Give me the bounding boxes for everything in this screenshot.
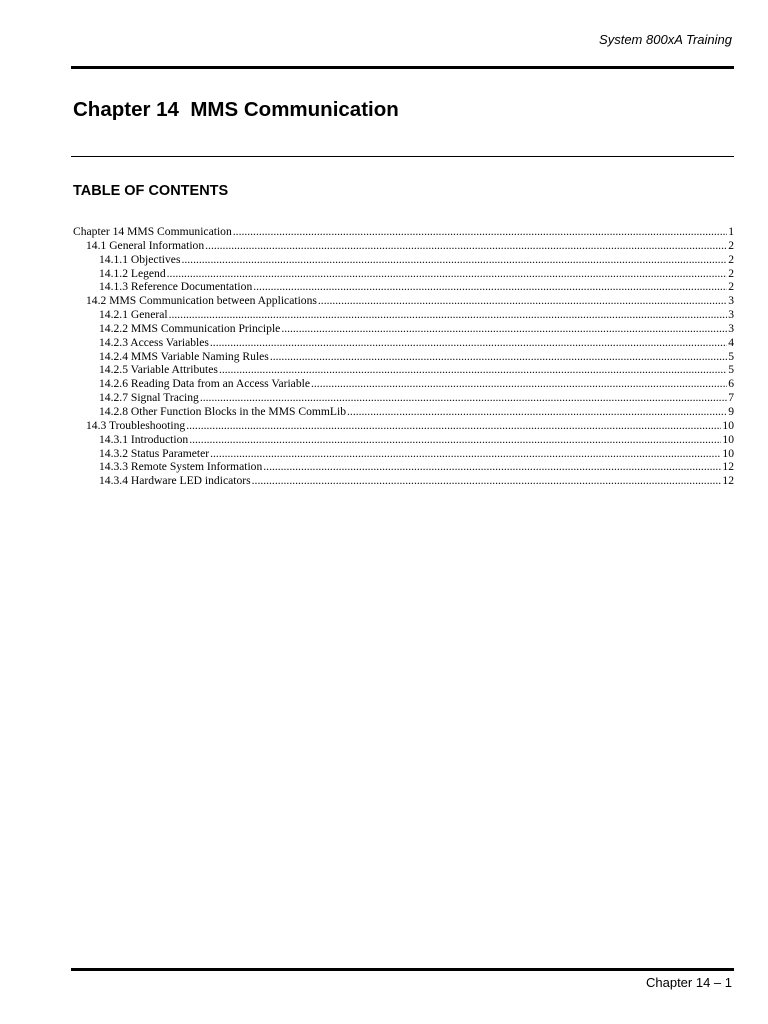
toc-dot-leader — [200, 391, 727, 405]
toc-entry[interactable] — [73, 377, 734, 391]
toc-dot-leader — [252, 474, 722, 488]
toc-entry-title: 14.3.4 Hardware LED indicators — [99, 474, 251, 488]
toc-dot-leader — [169, 308, 728, 322]
toc-page-number: 7 — [728, 391, 734, 405]
toc-page-number: 9 — [728, 404, 734, 418]
toc-entry[interactable] — [73, 239, 734, 253]
toc-entry-title: Chapter 14 MMS Communication — [73, 225, 232, 238]
toc-dot-leader — [186, 419, 721, 433]
toc-entry[interactable] — [73, 391, 734, 405]
toc-dot-leader — [167, 267, 728, 281]
toc-dot-leader — [189, 433, 721, 447]
toc-page-number: 10 — [722, 418, 734, 432]
toc-page-number: 2 — [728, 252, 734, 266]
toc-entry[interactable] — [73, 433, 734, 447]
toc-page-number: 3 — [728, 321, 734, 335]
toc-entry[interactable] — [73, 322, 734, 336]
toc-entry[interactable] — [73, 225, 734, 239]
toc-dot-leader — [347, 405, 727, 419]
toc-entry-title: 14.3 Troubleshooting — [86, 418, 186, 432]
toc-entry-title: 14.3.2 Status Parameter — [99, 446, 210, 460]
toc-dot-leader — [219, 363, 727, 377]
toc-dot-leader — [318, 294, 727, 308]
toc-entry-title: 14.2.4 MMS Variable Naming Rules — [99, 349, 269, 363]
toc-page-number: 3 — [728, 294, 734, 308]
table-of-contents — [73, 225, 734, 488]
toc-entry-title: 14.1.2 Legend — [99, 266, 166, 280]
toc-entry[interactable] — [73, 336, 734, 350]
toc-page-number: 12 — [722, 474, 734, 488]
toc-dot-leader — [210, 447, 721, 461]
toc-page-number: 3 — [728, 308, 734, 322]
toc-entry-title: 14.2.8 Other Function Blocks in the MMS CommLib — [99, 404, 347, 418]
toc-dot-leader — [205, 239, 727, 253]
toc-dot-leader — [210, 336, 727, 350]
toc-entry-title: 14.2.2 MMS Communication Principle — [99, 321, 281, 335]
toc-entry-title: 14.2.1 General — [99, 308, 168, 322]
toc-entry-title: 14.2.7 Signal Tracing — [99, 391, 199, 405]
toc-page-number: 1 — [728, 225, 734, 238]
chapter-title: Chapter 14 MMS Communication — [73, 98, 399, 121]
toc-dot-leader — [281, 322, 727, 336]
toc-entry[interactable] — [73, 267, 734, 281]
toc-page-number: 5 — [728, 349, 734, 363]
toc-heading: TABLE OF CONTENTS — [73, 183, 229, 199]
running-header: System 800xA Training — [599, 32, 732, 47]
toc-dot-leader — [233, 225, 727, 239]
header-rule — [71, 66, 734, 69]
toc-entry[interactable] — [73, 280, 734, 294]
toc-entry[interactable] — [73, 419, 734, 433]
toc-entry[interactable] — [73, 474, 734, 488]
toc-entry[interactable] — [73, 460, 734, 474]
title-rule — [71, 156, 734, 157]
toc-entry-title: 14.3.3 Remote System Information — [99, 460, 263, 474]
toc-page-number: 2 — [728, 266, 734, 280]
toc-page-number: 5 — [728, 363, 734, 377]
toc-dot-leader — [311, 377, 727, 391]
toc-entry[interactable] — [73, 447, 734, 461]
toc-page-number: 2 — [728, 238, 734, 252]
toc-entry-title: 14.1.1 Objectives — [99, 252, 181, 266]
toc-page-number: 12 — [722, 460, 734, 474]
footer-rule — [71, 968, 734, 971]
toc-entry-title: 14.2.3 Access Variables — [99, 335, 209, 349]
toc-dot-leader — [270, 350, 727, 364]
toc-entry[interactable] — [73, 308, 734, 322]
toc-entry[interactable] — [73, 294, 734, 308]
page-footer: Chapter 14 – 1 — [645, 975, 732, 990]
toc-entry-title: 14.2.5 Variable Attributes — [99, 363, 218, 377]
toc-page-number: 4 — [728, 335, 734, 349]
toc-entry-title: 14.2 MMS Communication between Applications — [86, 294, 317, 308]
toc-entry-title: 14.1.3 Reference Documentation — [99, 280, 253, 294]
toc-dot-leader — [253, 280, 727, 294]
toc-dot-leader — [263, 460, 721, 474]
toc-entry[interactable] — [73, 350, 734, 364]
toc-entry[interactable] — [73, 363, 734, 377]
toc-dot-leader — [181, 253, 727, 267]
toc-page-number: 6 — [728, 377, 734, 391]
toc-page-number: 10 — [722, 432, 734, 446]
toc-entry[interactable] — [73, 405, 734, 419]
toc-entry[interactable] — [73, 253, 734, 267]
toc-page-number: 10 — [722, 446, 734, 460]
toc-entry-title: 14.1 General Information — [86, 238, 205, 252]
toc-entry-title: 14.2.6 Reading Data from an Access Variable — [99, 377, 310, 391]
toc-page-number: 2 — [728, 280, 734, 294]
toc-entry-title: 14.3.1 Introduction — [99, 432, 189, 446]
